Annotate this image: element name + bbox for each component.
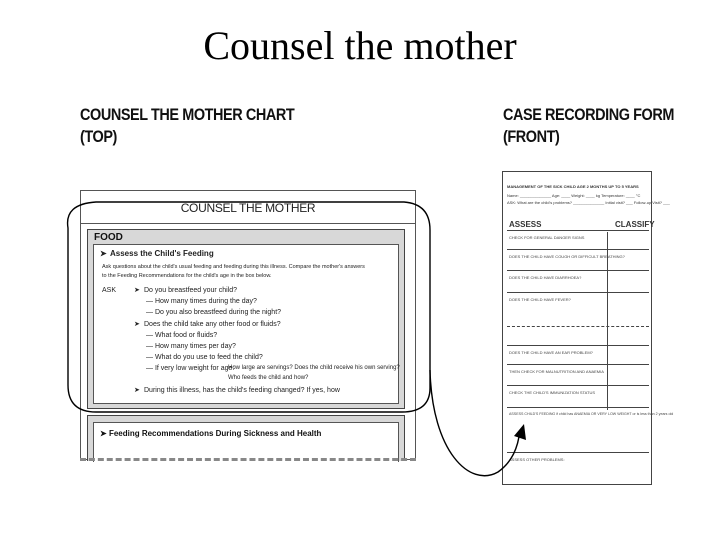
- question-2a: — What food or fluids?: [146, 332, 218, 339]
- question-3: During this illness, has the child's feeding changed? If yes, how: [144, 387, 340, 394]
- chart-heading: [80, 104, 294, 148]
- question-2d-detail-2: Who feeds the child and how?: [228, 375, 309, 381]
- form-heading-line2: (FRONT): [503, 127, 560, 146]
- food-label: FOOD: [94, 232, 123, 243]
- form-row-label: ASSESS CHILD'S FEEDING if child has ANAEMIA OR VERY LOW WEIGHT or is less than 2 years old: [509, 412, 674, 416]
- question-1a: — How many times during the day?: [146, 298, 257, 305]
- form-header-line2: Name: ______________ Age: ____ Weight: ____ kg Temperature: ____ °C: [507, 193, 641, 198]
- form-header-line3: ASK: What are the child's problems? ______________ Initial visit? ___ Follow-up Visit? ___: [507, 200, 670, 205]
- form-row-divider: [507, 345, 649, 346]
- question-2b: — How many times per day?: [146, 343, 236, 350]
- form-row-label: DOES THE CHILD HAVE DIARRHOEA?: [509, 275, 582, 280]
- form-row-divider: [507, 292, 649, 293]
- arrow-bullet-icon: ➤: [134, 387, 140, 394]
- form-row-label: THEN CHECK FOR MALNUTRITION AND ANAEMIA: [509, 369, 604, 374]
- feeding-recommendations-section: [87, 415, 405, 461]
- arrow-bullet-icon: ➤: [100, 249, 107, 258]
- chart-card-title: COUNSEL THE MOTHER: [180, 201, 316, 215]
- form-row-label: DOES THE CHILD HAVE FEVER?: [509, 297, 571, 302]
- form-row-divider: [507, 249, 649, 250]
- form-row-label: CHECK FOR GENERAL DANGER SIGNS: [509, 235, 585, 240]
- form-row-divider: [507, 230, 649, 231]
- case-recording-form-card: [502, 171, 674, 485]
- assess-feeding-heading: Assess the Child's Feeding: [110, 249, 214, 258]
- form-row-label: DOES THE CHILD HAVE AN EAR PROBLEM?: [509, 350, 593, 355]
- question-2d-detail: How large are servings? Does the child receive his own serving?: [228, 365, 400, 371]
- ask-label: ASK: [102, 287, 117, 294]
- arrow-bullet-icon: ➤: [134, 321, 140, 328]
- chart-heading-line2: (TOP): [80, 127, 117, 146]
- counsel-chart-card: [80, 190, 416, 460]
- food-section: [87, 229, 405, 409]
- question-2d: — If very low weight for age:: [146, 365, 235, 372]
- classify-column-header: CLASSIFY: [615, 220, 655, 229]
- feeding-recommendations-heading: ➤ Feeding Recommendations During Sickness and Health: [100, 429, 322, 438]
- question-2: Does the child take any other food or fluids?: [144, 321, 281, 328]
- form-row-divider: [507, 407, 649, 408]
- assess-column-header: ASSESS: [509, 220, 542, 229]
- intro-line-1: Ask questions about the child's usual feeding and feeding during this illness. Compare the mother's answers: [102, 264, 365, 270]
- question-2c: — What do you use to feed the child?: [146, 354, 263, 361]
- torn-edge: [80, 458, 416, 461]
- intro-line-2: to the Feeding Recommendations for the child's age in the box below.: [102, 273, 272, 279]
- form-heading: [503, 104, 674, 148]
- form-row-divider: [507, 364, 649, 365]
- form-row-divider: [507, 270, 649, 271]
- question-1b: — Do you also breastfeed during the night?: [146, 309, 282, 316]
- chart-card-divider: [81, 223, 415, 224]
- assess-feeding-box: [93, 244, 399, 404]
- form-header-title: MANAGEMENT OF THE SICK CHILD AGE 2 MONTHS UP TO 5 YEARS: [507, 184, 639, 189]
- form-row-divider: [507, 385, 649, 386]
- question-1: Do you breastfeed your child?: [144, 287, 237, 294]
- chart-heading-line1: COUNSEL THE MOTHER CHART: [80, 105, 295, 124]
- form-row-label: CHECK THE CHILD'S IMMUNIZATION STATUS: [509, 390, 596, 395]
- feeding-recommendations-text: Feeding Recommendations During Sickness and Health: [108, 429, 322, 438]
- form-row-label: ASSESS OTHER PROBLEMS:: [509, 457, 565, 462]
- form-row-divider: [507, 452, 649, 453]
- arrow-bullet-icon: ➤: [134, 287, 140, 294]
- feeding-recommendations-box: [93, 422, 399, 462]
- form-heading-line1: CASE RECORDING FORM: [503, 105, 674, 124]
- form-header: [507, 184, 670, 205]
- form-row-label: DOES THE CHILD HAVE COUGH OR DIFFICULT BREATHING?: [509, 254, 625, 259]
- form-row-divider: [507, 326, 649, 327]
- slide-title: Counsel the mother: [203, 23, 517, 68]
